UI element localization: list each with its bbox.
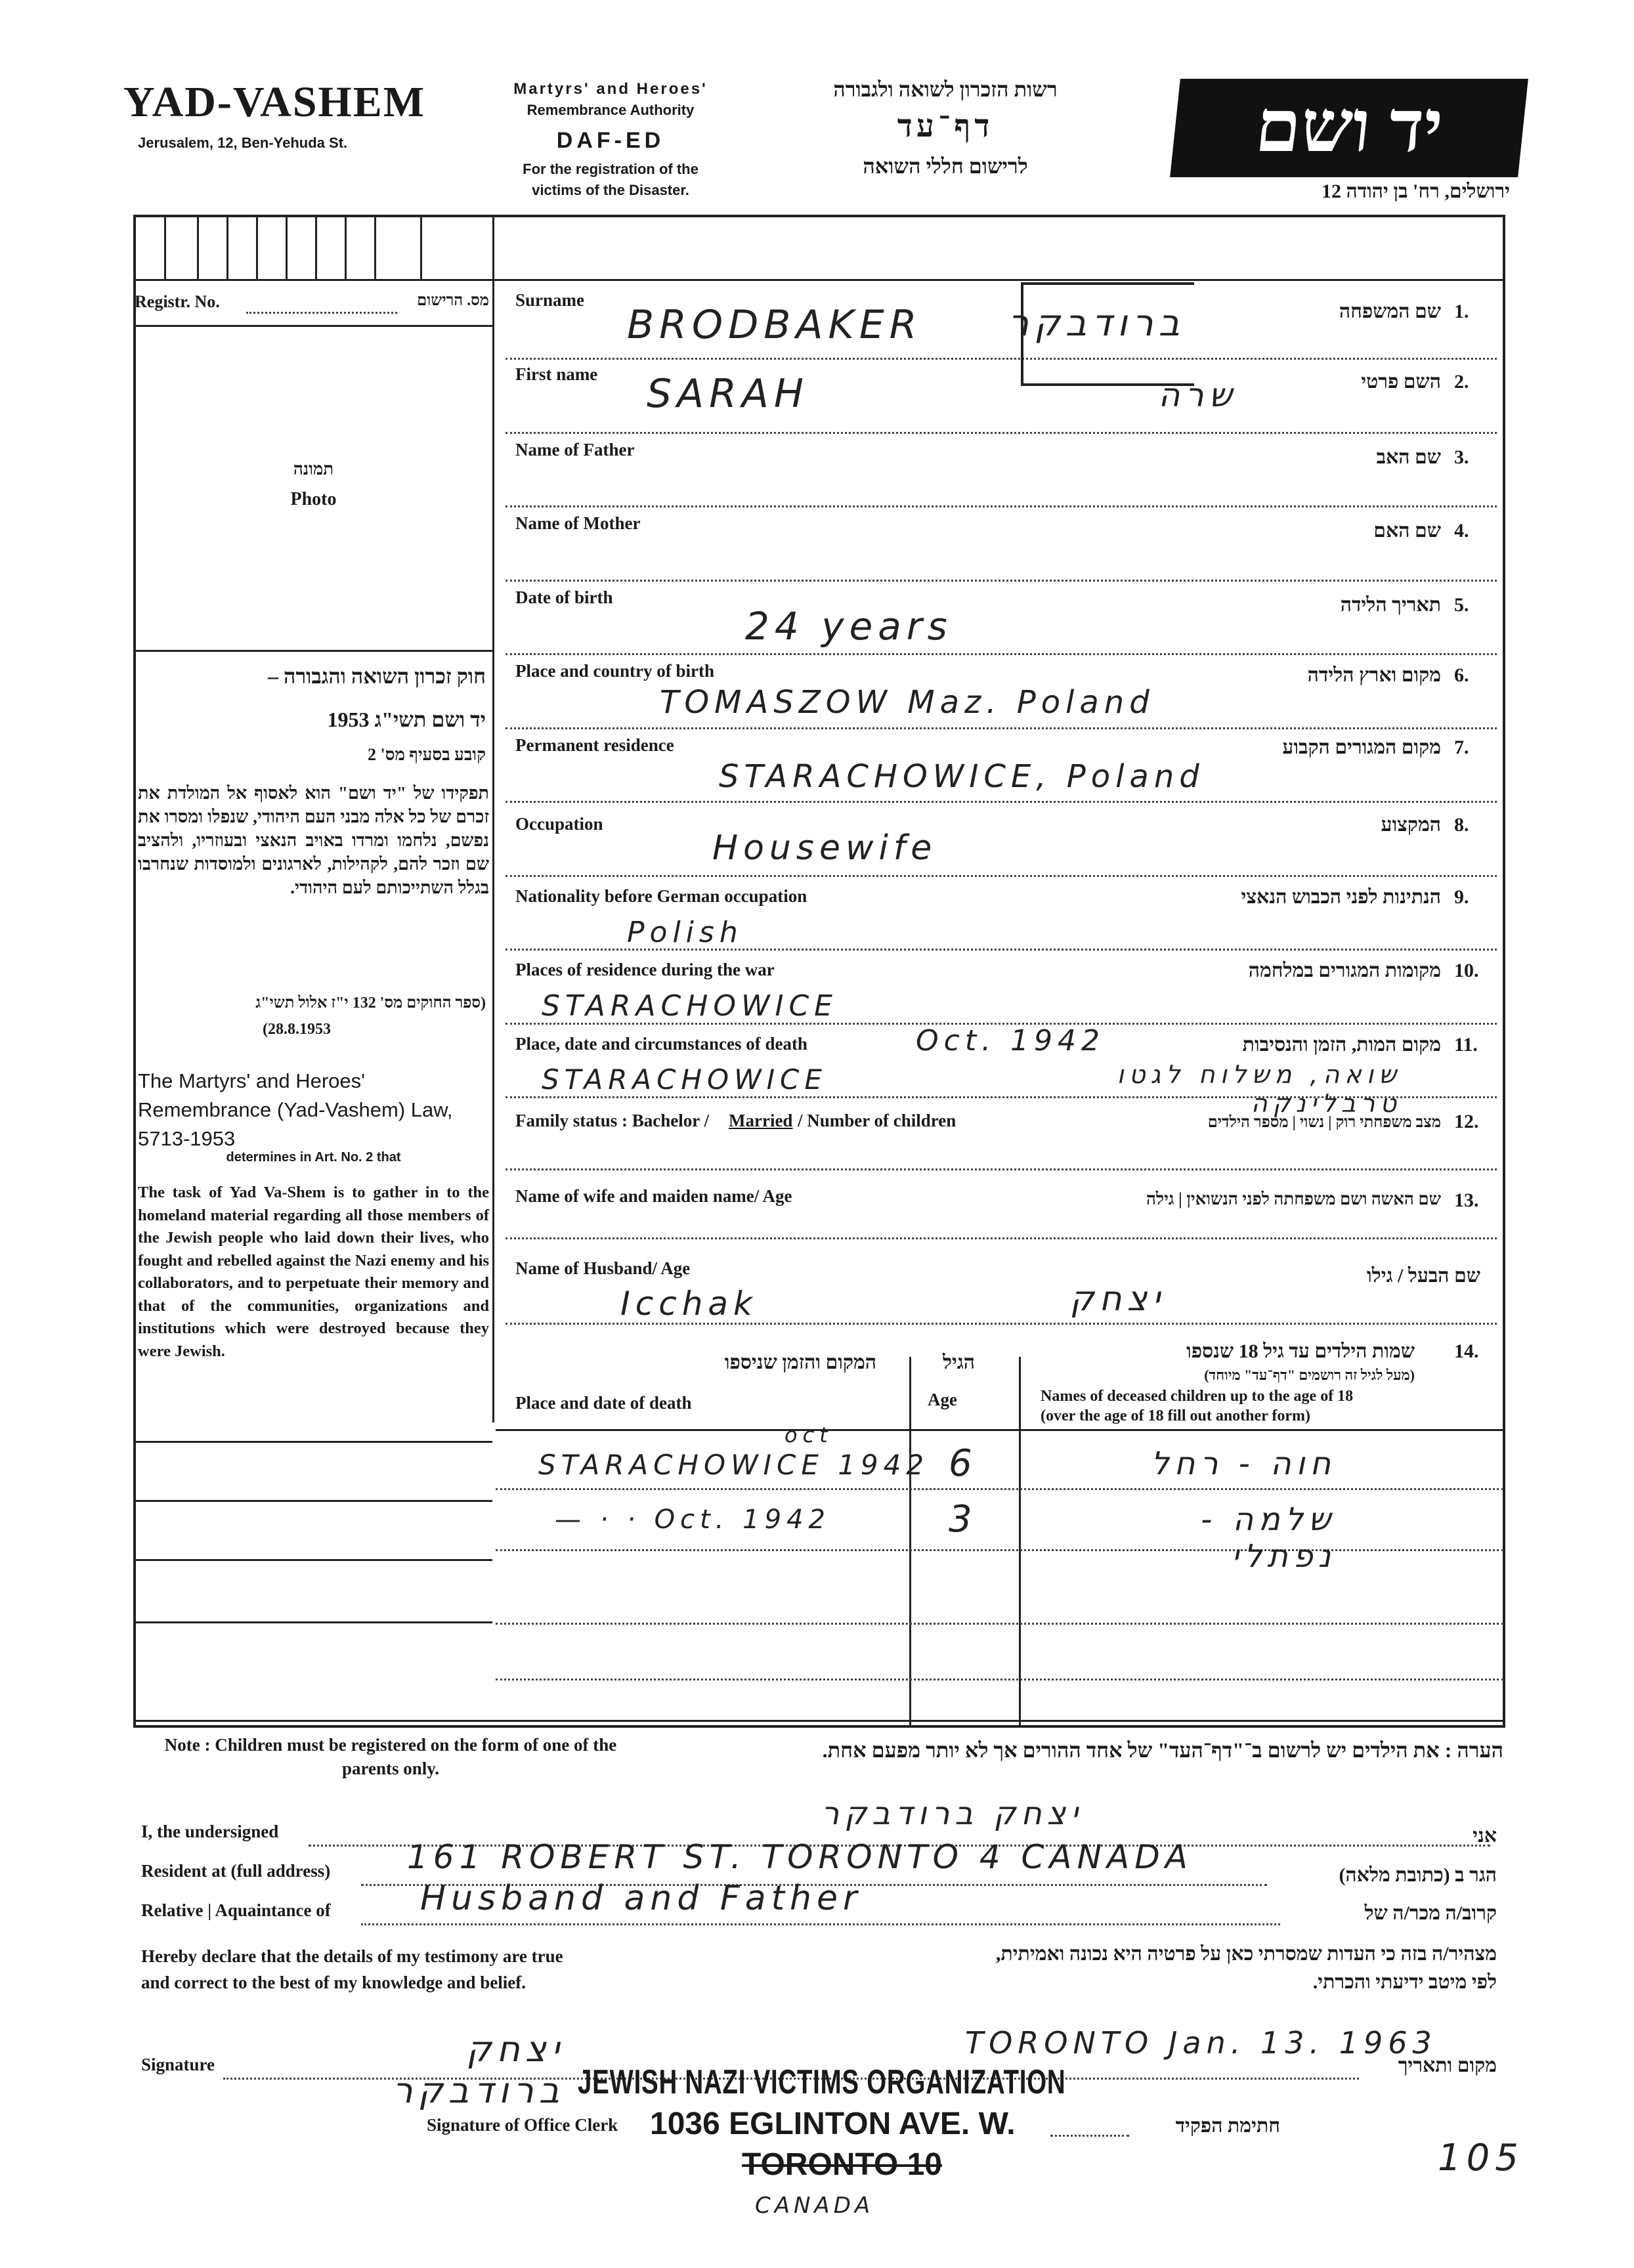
place-date-value: TORONTO Jan. 13. 1963 [965, 2025, 1437, 2061]
field-num: 1. [1454, 301, 1469, 322]
declare-heb1: מצהיר/ה בזה כי העדות שמסרתי כאן על פרטיה היא נכונה ואמיתית, [995, 1943, 1497, 1965]
field-death [496, 1024, 1500, 1118]
field-occupation [496, 802, 1500, 874]
resident-value: 161 ROBERT ST. TORONTO 4 CANADA [407, 1838, 1193, 1876]
law-heb-article: קובע בסעיף מס' 2 [367, 745, 486, 764]
field-permanent-residence [496, 729, 1500, 801]
field-num: 3. [1454, 446, 1469, 468]
field-num: 12. [1454, 1111, 1479, 1132]
field-father [496, 433, 1500, 505]
signature-label: Signature [141, 2055, 215, 2074]
relative-heb-label: קרוב/ה מכר/ה של [1364, 1902, 1497, 1924]
field-num: 13. [1454, 1189, 1479, 1211]
header [0, 0, 1634, 210]
first-name-value-heb: שרה [1158, 376, 1237, 414]
undersigned-heb-label: אני [1473, 1825, 1497, 1847]
surname-value: BRODBAKER [627, 302, 922, 348]
undersigned-value: יצחק ברודבקר [821, 1795, 1083, 1832]
first-name-value: SARAH [647, 371, 809, 417]
form-name-en: DAF-ED [556, 128, 665, 153]
field-label-heb: מקום וארץ הלידה [1307, 664, 1441, 686]
children-col-names-en1: Names of deceased children up to the age of 18 [1041, 1388, 1354, 1405]
relative-label: Relative | Aquaintance of [141, 1900, 331, 1920]
death-place-value: STARACHOWICE [542, 1063, 827, 1096]
address-heb: ירושלים, רח' בן יהודה 12 [1321, 181, 1510, 202]
authority-heb: רשות הזכרון לשואה ולגבורה [833, 77, 1058, 101]
place-date-heb: מקום ותאריך [1398, 2055, 1497, 2076]
page-number: 105 [1438, 2137, 1524, 2179]
children-col-age-en: Age [928, 1390, 957, 1409]
field-label: Name of Father [515, 440, 635, 460]
purpose-heb: לרישום חללי השואה [863, 154, 1028, 178]
child-place-note: oct [785, 1423, 833, 1447]
table-row [496, 1491, 1503, 1575]
stamp-city: TORONTO 10 [742, 2147, 942, 2182]
org-name-en: YAD-VASHEM [123, 78, 426, 126]
wife-label-heb: שם האשה ושם משפחתה לפני הנשואין | גילה [1146, 1189, 1441, 1209]
death-circumstances-value: שואה, משלוח לגטו טרבלינקה [1117, 1060, 1402, 1118]
permanent-residence-value: STARACHOWICE, Poland [719, 758, 1205, 795]
declare-heb2: לפי מיטב ידיעתי והכרתי. [1312, 1971, 1497, 1993]
field-wife [496, 1170, 1500, 1237]
wartime-residence-value: STARACHOWICE [542, 989, 838, 1023]
field-first-name [496, 358, 1500, 432]
surname-value-heb: ברודבקר [1008, 302, 1185, 345]
law-heb-source: (ספר החוקים מס' 132 י"ז אלול תשי"ג [255, 995, 486, 1012]
law-heb-title: חוק זכרון השואה והגבורה – [268, 664, 486, 688]
field-num: 14. [1454, 1340, 1479, 1362]
field-label-heb: שם המשפחה [1339, 301, 1441, 322]
photo-box [135, 328, 492, 656]
nationality-value: Polish [627, 916, 743, 949]
field-wartime-residence [496, 950, 1500, 1022]
field-label: Permanent residence [515, 735, 674, 755]
regist-label: Registr. No. [135, 292, 220, 311]
field-num: 9. [1454, 886, 1469, 908]
children-col-names-en2: (over the age of 18 fill out another form) [1041, 1407, 1311, 1424]
field-surname [496, 282, 1500, 356]
clerk-label: Signature of Office Clerk [427, 2115, 618, 2135]
field-label: Name of Mother [515, 513, 641, 533]
logo-text: יד ושם [1251, 87, 1447, 167]
note-en: Note : Children must be registered on the form of one of the parents only. [164, 1735, 617, 1778]
field-nationality [496, 876, 1500, 949]
stamp-org: JEWISH NAZI VICTIMS ORGANIZATION [578, 2063, 1066, 2101]
field-label-heb: הנתינות לפני הכבוש הנאצי [1241, 886, 1441, 908]
relative-value: Husband and Father [420, 1879, 863, 1918]
husband-label: Name of Husband/ Age [515, 1258, 691, 1278]
field-label-heb: מקום המות, הזמן והנסיבות [1242, 1034, 1441, 1056]
note-heb: הערה : את הילדים יש לרשום ב־"דף־העד" של אחד ההורים אך לא יותר מפעם אחת. [822, 1738, 1503, 1762]
field-label: First name [515, 364, 598, 384]
children-col-age-heb: הגיל [942, 1352, 975, 1373]
death-date-value: Oct. 1942 [916, 1024, 1106, 1058]
yad-vashem-logo [1170, 79, 1528, 177]
law-heb-body: תפקידו של "יד ושם" הוא לאסוף אל המולדת את זכרם של כל אלה מבני העם היהודי, שנפלו ומסרו את נפשם, נלחמו ומרדו באויב הנאצי ובעוזריו, ולהציב שם וזכר להם, לקהילות, לארגונים ולמוסדות שנחרבו בגלל השתייכותם לעם היהודי. [138, 783, 489, 897]
child-age: 6 [949, 1442, 978, 1485]
law-heb-name: יד ושם תשי"ג 1953 [327, 708, 486, 731]
field-family-status [496, 1098, 1500, 1168]
field-label-heb: המקצוע [1381, 814, 1441, 836]
child-place: — · · Oct. 1942 [555, 1505, 830, 1535]
table-row [496, 1423, 1503, 1488]
field-num: 7. [1454, 737, 1469, 758]
field-num: 6. [1454, 664, 1469, 686]
field-num: 2. [1454, 371, 1469, 393]
date-of-birth-value: 24 years [745, 604, 953, 649]
registration-no [135, 292, 492, 318]
field-num: 5. [1454, 594, 1469, 616]
field-num: 8. [1454, 814, 1469, 836]
field-label: Places of residence during the war [515, 960, 775, 979]
field-label-heb: שם האב [1376, 446, 1441, 468]
authority-line2: Remembrance Authority [527, 102, 695, 118]
resident-heb-label: הגר ב (כתובת מלאה) [1339, 1864, 1497, 1886]
husband-value-heb: יצחק [1069, 1279, 1165, 1319]
field-label: Place, date and circumstances of death [515, 1034, 807, 1054]
declare-en1: Hereby declare that the details of my testimony are true [141, 1946, 563, 1966]
place-of-birth-value: TOMASZOW Maz. Poland [660, 684, 1155, 721]
children-col-names-heb2: (מעל לגיל זה רושמים "דף־עד" מיוחד) [1204, 1367, 1415, 1383]
law-en-body: The task of Yad Va-Shem is to gather in to the homeland material regarding all those members of the Jewish people who laid down their lives, who fought and rebelled against the Nazi enemy and his collaborators, and to perpetuate their memory and that of the communities, organizations and institutions which were destroyed because they were Jewish. [138, 1184, 489, 1360]
stamp-country: CANADA [755, 2193, 874, 2219]
children-table [496, 1324, 1503, 1728]
purpose-line2: victims of the Disaster. [532, 182, 689, 198]
field-num: 11. [1454, 1034, 1478, 1056]
field-label-heb: מקומות המגורים במלחמה [1248, 960, 1441, 981]
field-num: 10. [1454, 960, 1479, 981]
child-name: שלמה - נפתלי [1201, 1501, 1336, 1575]
photo-heb: תמונה [293, 460, 334, 479]
purpose-line1: For the registration of the [523, 161, 699, 177]
authority-line1: Martyrs' and Heroes' [513, 80, 708, 98]
regist-heb: מס. הרישום [417, 292, 489, 309]
field-label-heb: השם פרטי [1361, 371, 1441, 393]
occupation-value: Housewife [712, 828, 937, 868]
children-col-names-heb1: שמות הילדים עד גיל 18 שנספו [1186, 1340, 1415, 1362]
clerk-heb: חתימת הפקיד [1175, 2115, 1280, 2137]
field-label: Surname [515, 290, 585, 310]
photo-label: Photo [290, 489, 337, 509]
law-en-title: The Martyrs' and Heroes' Remembrance (Yad-Vashem) Law, 5713-1953 [138, 1069, 453, 1150]
family-label-suffix: / Number of children [798, 1111, 957, 1130]
family-label-prefix: Family status : Bachelor / [515, 1111, 709, 1130]
org-address-en: Jerusalem, 12, Ben-Yehuda St. [138, 135, 348, 151]
field-label: Date of birth [515, 588, 613, 607]
resident-label: Resident at (full address) [141, 1861, 331, 1881]
husband-value: Icchak [620, 1285, 758, 1323]
field-label-heb: תאריך הלידה [1340, 594, 1441, 616]
signature-value: יצחק ברודבקר [393, 2028, 565, 2111]
child-age: 3 [949, 1498, 978, 1541]
field-place-of-birth [496, 654, 1500, 727]
husband-label-heb: שם הבעל / גילו [1367, 1265, 1480, 1287]
family-label-married: Married [729, 1111, 793, 1130]
field-label: Nationality before German occupation [515, 886, 807, 906]
field-num: 4. [1454, 520, 1469, 542]
form-name-heb: דף־עד [897, 109, 994, 144]
field-label-heb: מקום המגורים הקבוע [1282, 737, 1441, 758]
field-husband [496, 1239, 1500, 1323]
undersigned-label: I, the undersigned [141, 1822, 279, 1841]
field-label-heb: שם האם [1373, 520, 1441, 542]
children-col-place-heb: המקום והזמן שניספו [724, 1352, 876, 1373]
field-mother [496, 507, 1500, 579]
child-place: STARACHOWICE 1942 [538, 1449, 930, 1481]
stamp-address: 1036 EGLINTON AVE. W. [650, 2107, 1016, 2141]
field-label: Occupation [515, 814, 603, 834]
declare-en2: and correct to the best of my knowledge and belief. [141, 1973, 526, 1992]
law-en-determines: determines in Art. No. 2 that [226, 1150, 401, 1165]
children-col-place-en: Place and date of death [515, 1393, 692, 1413]
field-date-of-birth [496, 581, 1500, 653]
field-label: Place and country of birth [515, 661, 714, 681]
child-name: חוה - רחל [1151, 1445, 1336, 1482]
family-label-heb: מצב משפחתי רוק | נשוי | מספר הילדים [1207, 1114, 1441, 1131]
wife-label: Name of wife and maiden name/ Age [515, 1186, 792, 1206]
law-heb-date: (28.8.1953 [263, 1021, 331, 1038]
